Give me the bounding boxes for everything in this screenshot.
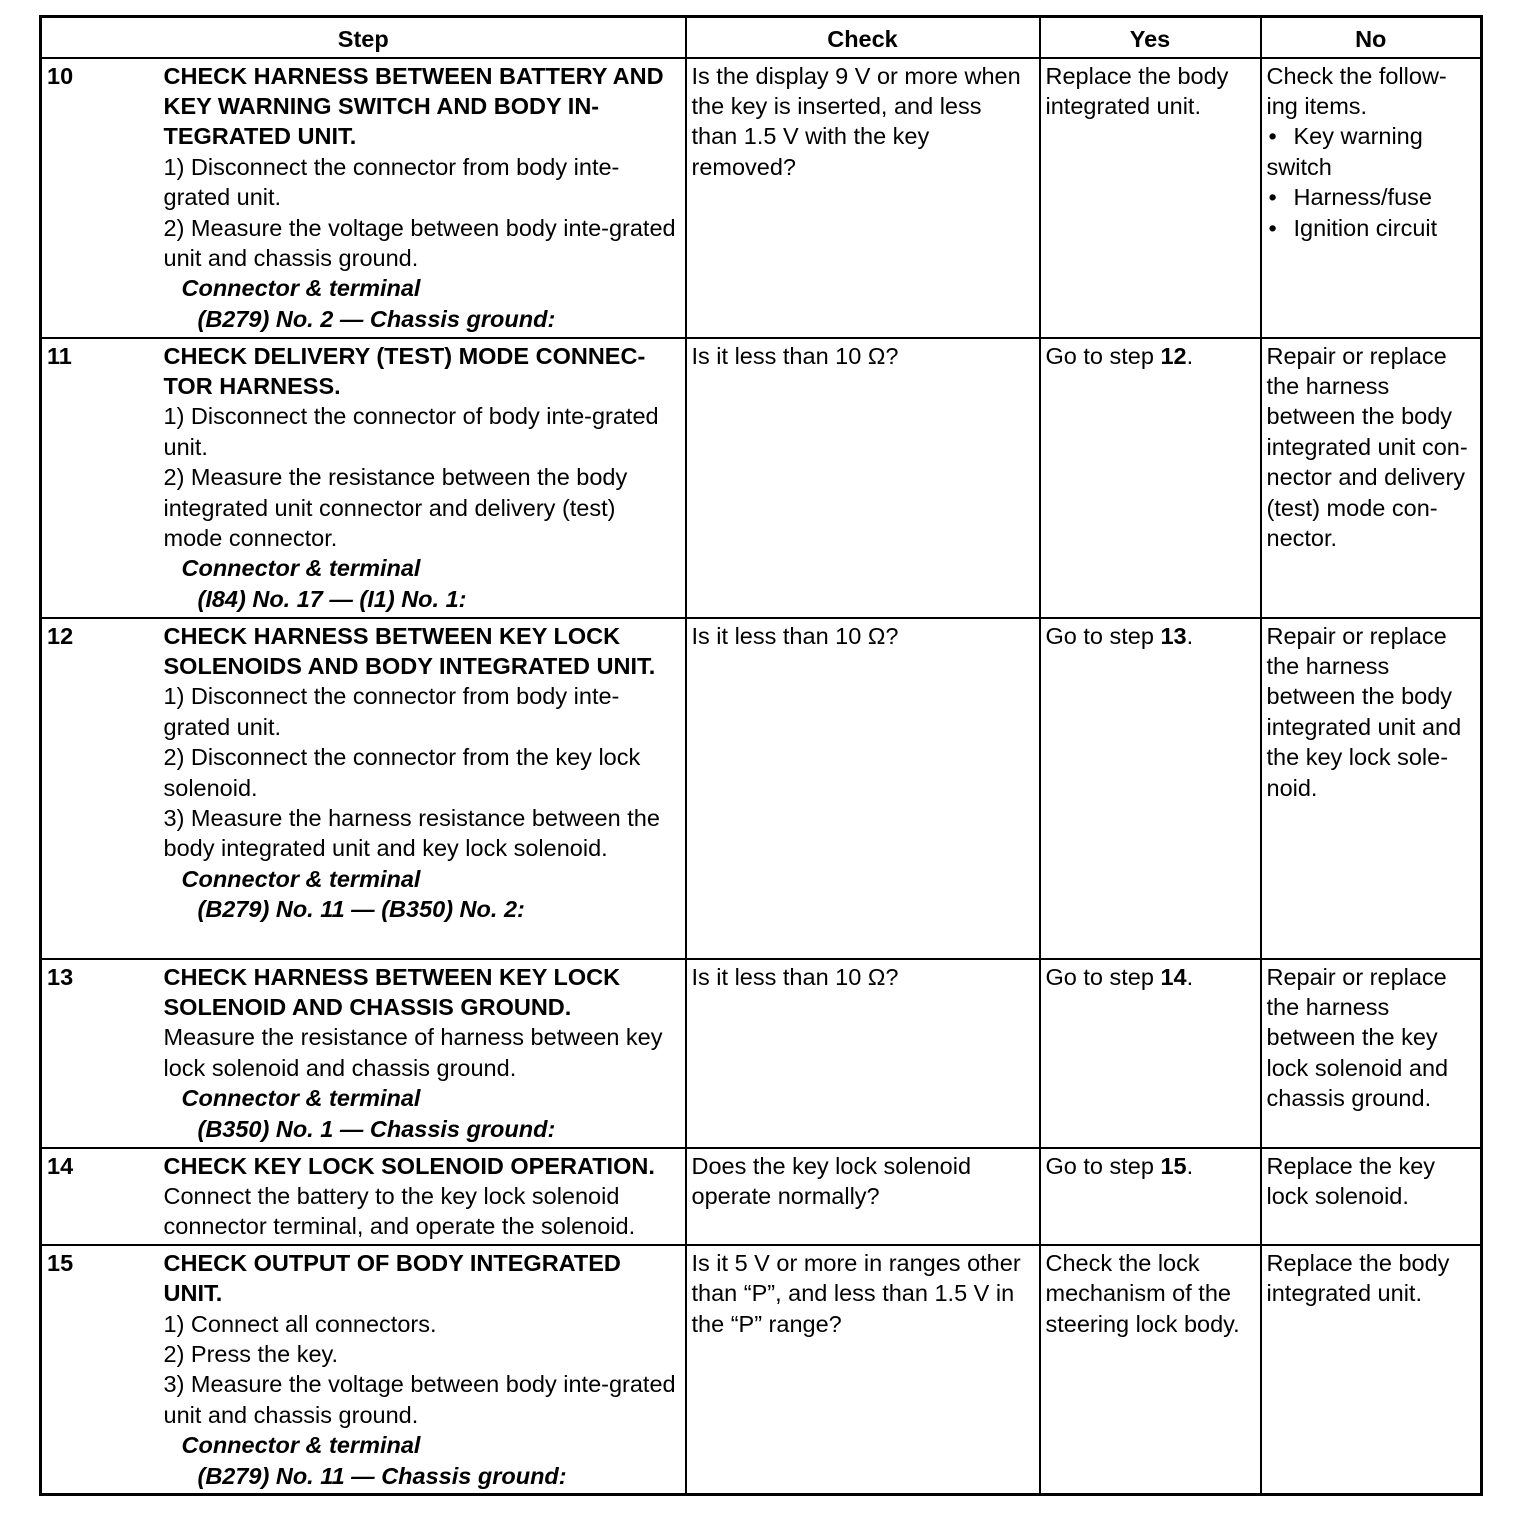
no-cell: [1261, 58, 1482, 338]
yes-cell: [1040, 338, 1261, 618]
no-cell: Repair or replace the harness between the body integrated unit and the key lock sole-noid.: [1261, 618, 1482, 959]
header-no: No: [1261, 17, 1482, 58]
yes-suffix: .: [1186, 1152, 1194, 1179]
step-title: CHECK HARNESS BETWEEN KEY LOCK SOLENOID AND CHASSIS GROUND.: [163, 963, 621, 1020]
connector-terminal-value: (B279) No. 11 — Chassis ground:: [197, 1462, 567, 1489]
check-cell: Is it 5 V or more in ranges other than “P”, and less than 1.5 V in the “P” range?: [686, 1245, 1040, 1495]
connector-terminal-value: (B350) No. 1 — Chassis ground:: [197, 1115, 556, 1142]
table-row: [41, 959, 1482, 1148]
yes-suffix: .: [1186, 622, 1194, 649]
yes-suffix: .: [1186, 342, 1194, 369]
yes-cell: [1040, 1148, 1261, 1245]
check-cell: Does the key lock solenoid operate normally?: [686, 1148, 1040, 1245]
table-row: [41, 1245, 1482, 1495]
step-number: 11: [41, 338, 159, 618]
no-cell: Repair or replace the harness between the key lock solenoid and chassis ground.: [1261, 959, 1482, 1148]
step-instruction: Measure the resistance of harness between key lock solenoid and chassis ground.: [163, 1024, 663, 1081]
connector-terminal-value: (B279) No. 2 — Chassis ground:: [197, 305, 556, 332]
step-cell: [159, 1148, 686, 1245]
step-instruction: 2) Measure the voltage between body inte-grated unit and chassis ground.: [163, 214, 676, 271]
step-instruction: 1) Connect all connectors.: [163, 1310, 437, 1337]
header-row: [41, 17, 1482, 58]
header-step: Step: [41, 17, 686, 58]
step-instruction: 2) Press the key.: [163, 1340, 339, 1367]
step-cell: [159, 618, 686, 959]
step-cell: [159, 1245, 686, 1495]
yes-prefix: Go to step: [1045, 963, 1161, 990]
connector-terminal-label: Connector & terminal: [181, 865, 421, 892]
header-yes: Yes: [1040, 17, 1261, 58]
no-bullet-item: • Harness/fuse: [1267, 182, 1476, 212]
step-title: CHECK HARNESS BETWEEN BATTERY AND KEY WARNING SWITCH AND BODY IN-TEGRATED UNIT.: [163, 62, 664, 150]
step-title: CHECK KEY LOCK SOLENOID OPERATION.: [163, 1152, 655, 1179]
step-number: 14: [41, 1148, 159, 1245]
step-instruction: Connect the battery to the key lock solenoid connector terminal, and operate the solenoid.: [163, 1182, 636, 1240]
yes-step-number: 12: [1160, 342, 1187, 369]
yes-step-number: 13: [1160, 622, 1187, 649]
no-cell: Repair or replace the harness between the body integrated unit con-nector and delivery (test) mode con-nector.: [1261, 338, 1482, 618]
yes-step-number: 14: [1160, 963, 1187, 990]
no-cell: Replace the body integrated unit.: [1261, 1245, 1482, 1495]
connector-terminal-value: (I84) No. 17 — (I1) No. 1:: [197, 585, 467, 612]
table-row: [41, 618, 1482, 959]
check-cell: Is it less than 10 Ω?: [686, 618, 1040, 959]
check-cell: Is it less than 10 Ω?: [686, 959, 1040, 1148]
yes-cell: Replace the body integrated unit.: [1040, 58, 1261, 338]
step-cell: [159, 58, 686, 338]
no-bullet-item: • Ignition circuit: [1267, 213, 1476, 243]
connector-terminal-label: Connector & terminal: [181, 1432, 421, 1459]
connector-terminal-label: Connector & terminal: [181, 1085, 421, 1112]
yes-cell: Check the lock mechanism of the steering lock body.: [1040, 1245, 1261, 1495]
step-number: 10: [41, 58, 159, 338]
step-number: 13: [41, 959, 159, 1148]
step-instruction: 3) Measure the harness resistance between the body integrated unit and key lock solenoid.: [163, 804, 660, 862]
yes-prefix: Go to step: [1045, 342, 1161, 369]
yes-cell: [1040, 618, 1261, 959]
step-title: CHECK HARNESS BETWEEN KEY LOCK SOLENOIDS AND BODY INTEGRATED UNIT.: [163, 622, 656, 679]
yes-prefix: Go to step: [1045, 1152, 1161, 1179]
step-cell: [159, 338, 686, 618]
no-bullet-item: • Key warning switch: [1267, 121, 1476, 182]
yes-step-number: 15: [1160, 1152, 1187, 1179]
step-instruction: 3) Measure the voltage between body inte-grated unit and chassis ground.: [163, 1371, 676, 1428]
step-instruction: 1) Disconnect the connector of body inte-grated unit.: [163, 403, 659, 460]
yes-prefix: Go to step: [1045, 622, 1161, 649]
diagnostic-table: [39, 15, 1483, 1496]
step-title: CHECK DELIVERY (TEST) MODE CONNEC-TOR HARNESS.: [163, 342, 646, 399]
table-row: [41, 338, 1482, 618]
yes-suffix: .: [1186, 963, 1194, 990]
check-cell: Is the display 9 V or more when the key is inserted, and less than 1.5 V with the key removed?: [686, 58, 1040, 338]
connector-terminal-value: (B279) No. 11 — (B350) No. 2:: [197, 896, 525, 923]
no-text: Check the follow-ing items.: [1266, 62, 1447, 119]
step-number: 15: [41, 1245, 159, 1495]
table-row: [41, 58, 1482, 338]
connector-terminal-label: Connector & terminal: [181, 275, 421, 302]
step-title: CHECK OUTPUT OF BODY INTEGRATED UNIT.: [163, 1249, 621, 1307]
connector-terminal-label: Connector & terminal: [181, 555, 421, 582]
table-row: [41, 1148, 1482, 1245]
no-cell: Replace the key lock solenoid.: [1261, 1148, 1482, 1245]
step-cell: [159, 959, 686, 1148]
step-instruction: 1) Disconnect the connector from body inte-grated unit.: [163, 153, 620, 211]
yes-cell: [1040, 959, 1261, 1148]
step-instruction: 1) Disconnect the connector from body inte-grated unit.: [163, 683, 620, 740]
step-instruction: 2) Measure the resistance between the body integrated unit connector and delivery (test) mode connector.: [163, 464, 628, 551]
header-check: Check: [686, 17, 1040, 58]
step-instruction: 2) Disconnect the connector from the key lock solenoid.: [163, 744, 641, 801]
step-number: 12: [41, 618, 159, 959]
check-cell: Is it less than 10 Ω?: [686, 338, 1040, 618]
